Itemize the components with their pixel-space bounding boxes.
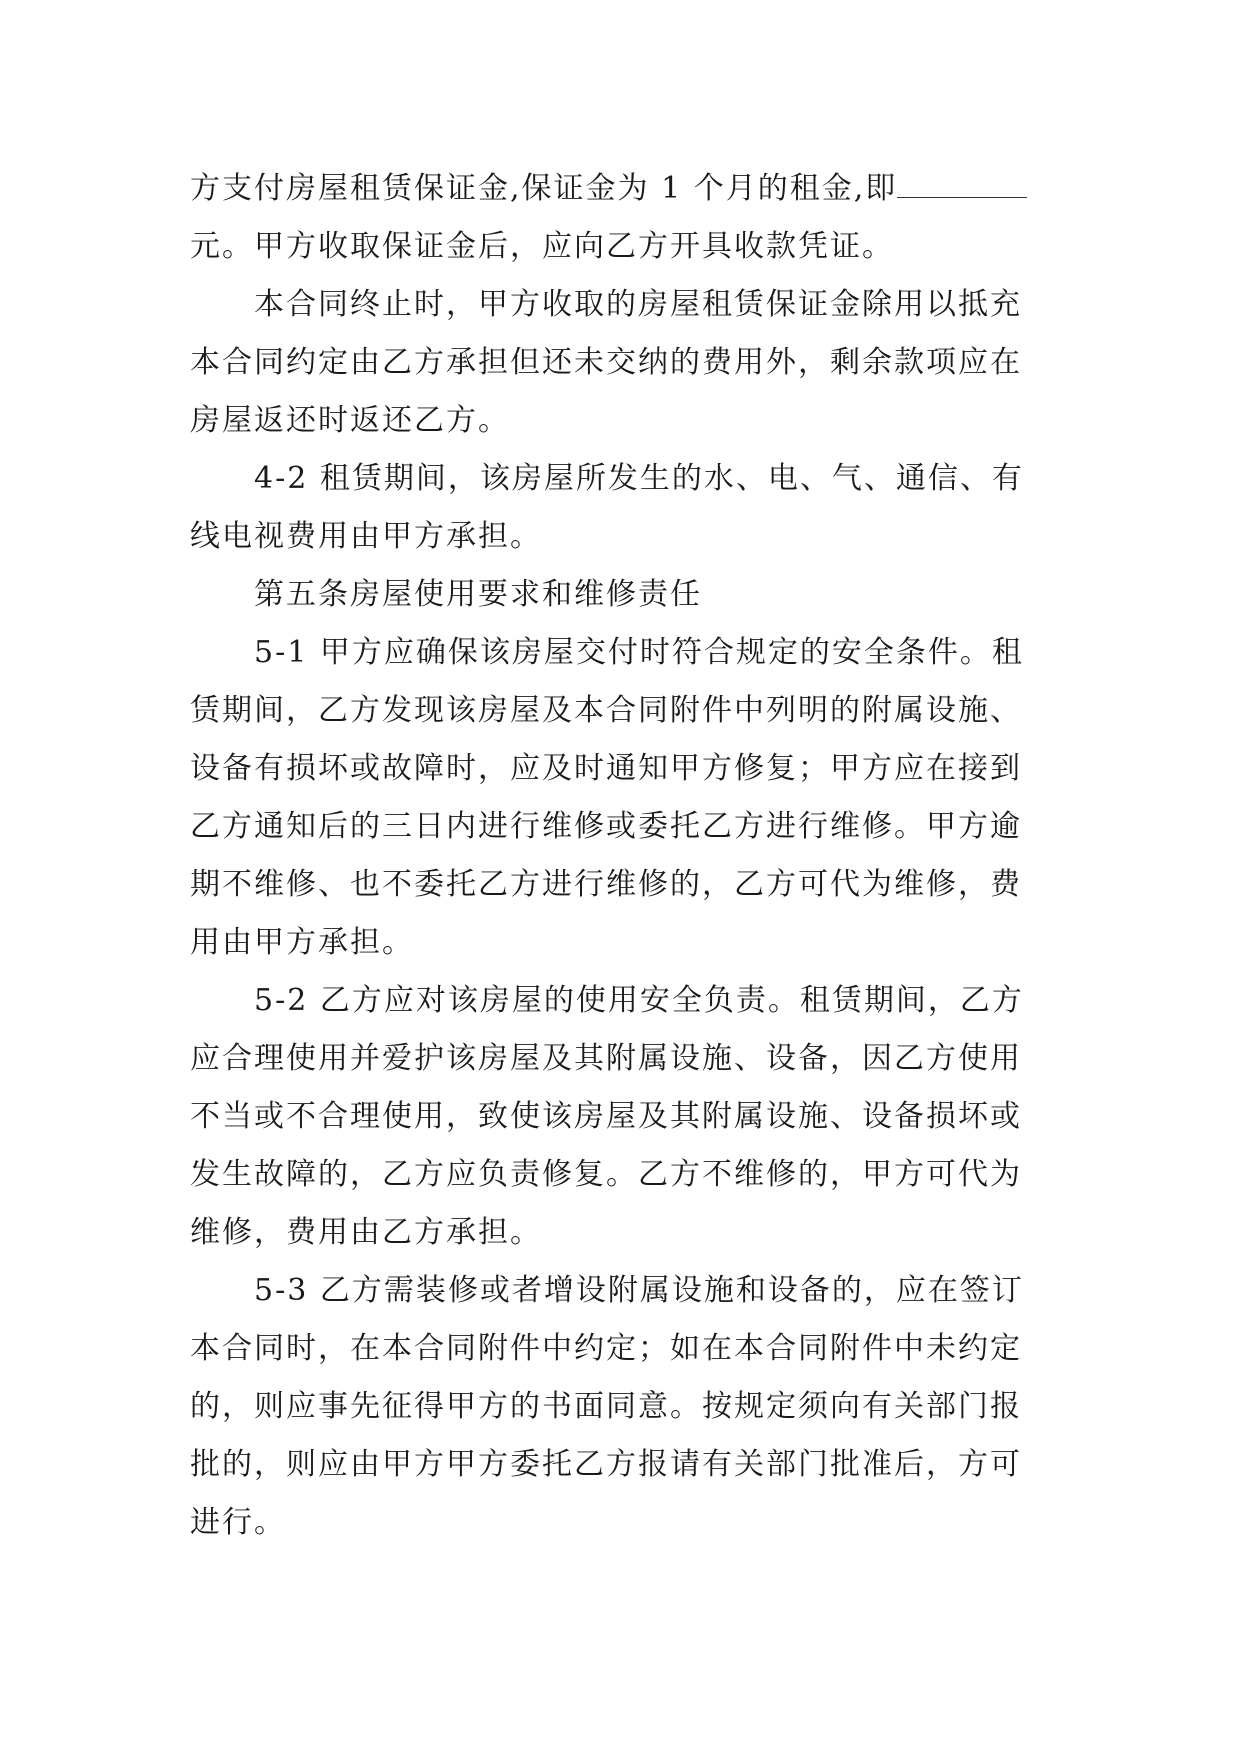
text-line: 的，则应事先征得甲方的书面同意。按规定须向有关部门报 [190, 1389, 1022, 1424]
text-line: 批的，则应由甲方甲方委托乙方报请有关部门批准后，方可 [190, 1447, 1022, 1482]
text-line: 5-3 乙方需装修或者增设附属设施和设备的，应在签订 [254, 1273, 1024, 1308]
text-line [190, 160, 1050, 218]
section-heading: 第五条房屋使用要求和维修责任 [254, 577, 702, 612]
text-line: 发生故障的，乙方应负责修复。乙方不维修的，甲方可代为 [190, 1157, 1022, 1192]
text-line-content: 方支付房屋租赁保证金,保证金为 1 个月的租金,即 [190, 171, 898, 206]
text-line: 用由甲方承担。 [190, 925, 414, 960]
text-line: 应合理使用并爱护该房屋及其附属设施、设备，因乙方使用 [190, 1041, 1022, 1076]
text-line: 乙方通知后的三日内进行维修或委托乙方进行维修。甲方逾 [190, 809, 1022, 844]
text-line: 不当或不合理使用，致使该房屋及其附属设施、设备损坏或 [190, 1099, 1022, 1134]
text-line: 设备有损坏或故障时，应及时通知甲方修复；甲方应在接到 [190, 751, 1022, 786]
blank-field [897, 175, 1027, 198]
text-line: 房屋返还时返还乙方。 [190, 403, 510, 438]
text-line: 元。甲方收取保证金后，应向乙方开具收款凭证。 [190, 229, 894, 264]
text-line: 5-2 乙方应对该房屋的使用安全负责。租赁期间，乙方 [254, 983, 1024, 1018]
text-line: 4-2 租赁期间，该房屋所发生的水、电、气、通信、有 [254, 461, 1024, 496]
text-line: 线电视费用由甲方承担。 [190, 519, 542, 554]
text-line: 本合同终止时，甲方收取的房屋租赁保证金除用以抵充 [254, 287, 1022, 322]
text-line: 维修，费用由乙方承担。 [190, 1215, 542, 1250]
text-line: 5-1 甲方应确保该房屋交付时符合规定的安全条件。租 [254, 635, 1024, 670]
text-line: 本合同时，在本合同附件中约定；如在本合同附件中未约定 [190, 1331, 1022, 1366]
text-line: 本合同约定由乙方承担但还未交纳的费用外，剩余款项应在 [190, 345, 1022, 380]
text-line: 进行。 [190, 1505, 286, 1540]
text-line: 赁期间，乙方发现该房屋及本合同附件中列明的附属设施、 [190, 693, 1022, 728]
document-body [190, 160, 1050, 1552]
text-line: 期不维修、也不委托乙方进行维修的，乙方可代为维修，费 [190, 867, 1022, 902]
